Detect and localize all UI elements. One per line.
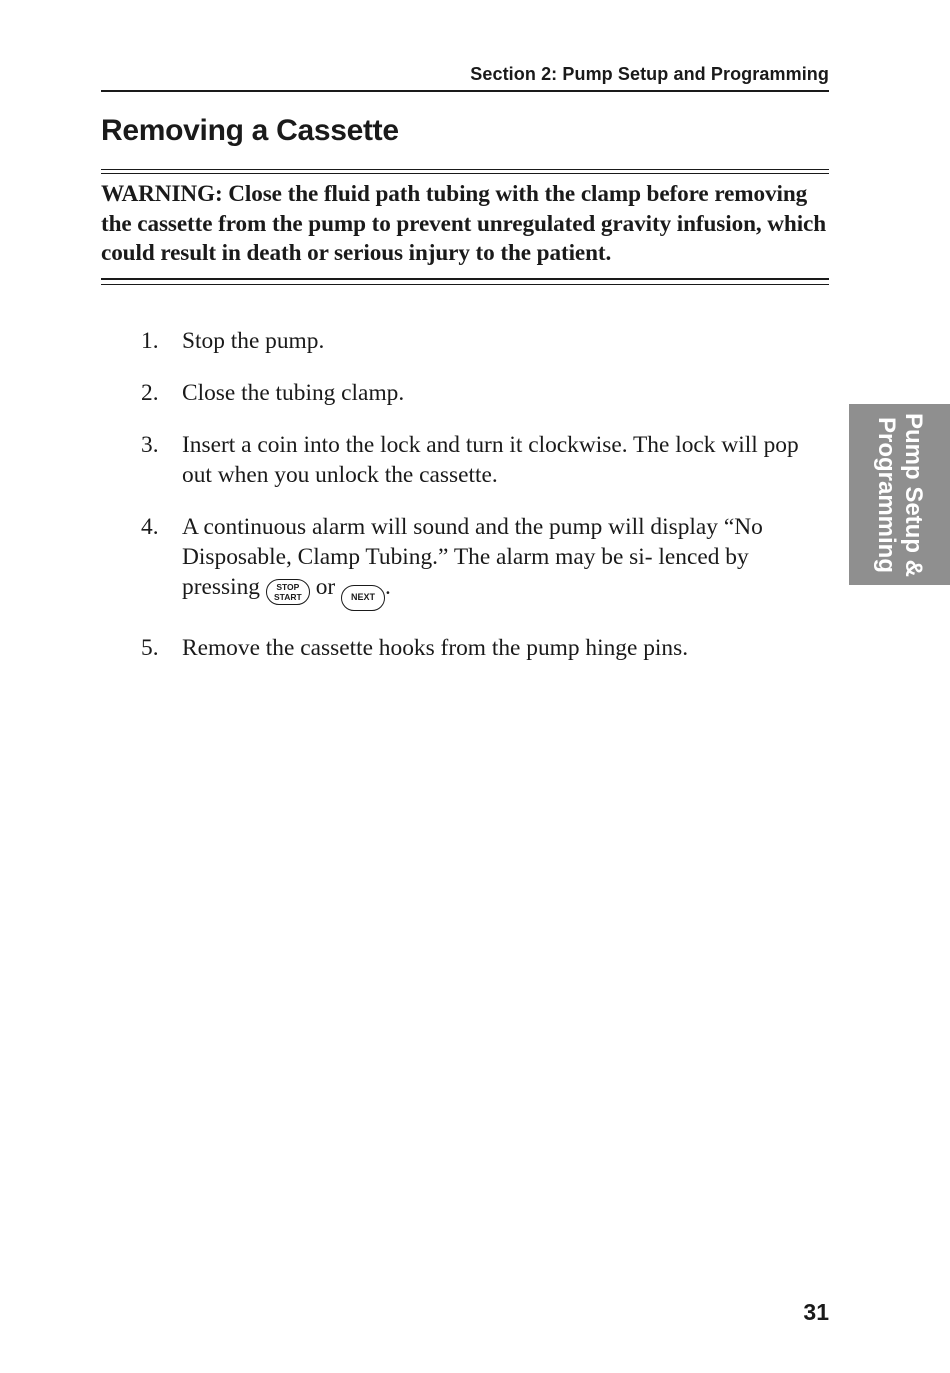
running-header: Section 2: Pump Setup and Programming: [470, 64, 829, 84]
step-text: A continuous alarm will sound and the pump will display “No Disposable, Clamp Tubing.” The alarm may be si- lenced by pressing: [182, 514, 763, 600]
steps-list: [141, 326, 801, 685]
step-text: Insert a coin into the lock and turn it clockwise. The lock will pop out when you unlock the cassette.: [182, 432, 799, 488]
list-item: [141, 430, 801, 490]
list-item: [141, 326, 801, 356]
start-key-label: START: [273, 592, 302, 602]
stop-start-key-icon: [266, 579, 310, 605]
step-text: Close the tubing clamp.: [182, 380, 405, 406]
side-tab-label: [873, 412, 927, 576]
step-number: 5.: [141, 635, 159, 661]
stop-key-label: STOP: [276, 582, 300, 592]
step-number: 4.: [141, 514, 159, 540]
warning-top-rule: [101, 169, 829, 174]
step-number: 2.: [141, 380, 159, 406]
page-title: Removing a Cassette: [101, 114, 399, 147]
page-number: 31: [803, 1299, 829, 1325]
list-item: [141, 633, 801, 663]
warning-bottom-rule: [101, 278, 829, 285]
list-item: [141, 512, 801, 611]
step-text: Remove the cassette hooks from the pump hinge pins.: [182, 635, 689, 661]
step-number: 3.: [141, 432, 159, 458]
step-text-or: or: [315, 574, 336, 600]
warning-text: WARNING: Close the fluid path tubing with the clamp before removing the cassette from the pump to prevent unregulated gravity infusion, which could result in death or serious injury to the patient.: [101, 181, 827, 266]
section-side-tab: [849, 404, 950, 585]
side-tab-line-2: Programming: [872, 416, 900, 573]
list-item: [141, 378, 801, 408]
side-tab-line-1: Pump Setup &: [899, 412, 927, 577]
step-number: 1.: [141, 328, 159, 354]
step-text: Stop the pump.: [182, 328, 325, 354]
step-text-end: .: [385, 574, 391, 600]
header-rule: [101, 90, 829, 92]
next-key-icon: NEXT: [341, 585, 385, 611]
